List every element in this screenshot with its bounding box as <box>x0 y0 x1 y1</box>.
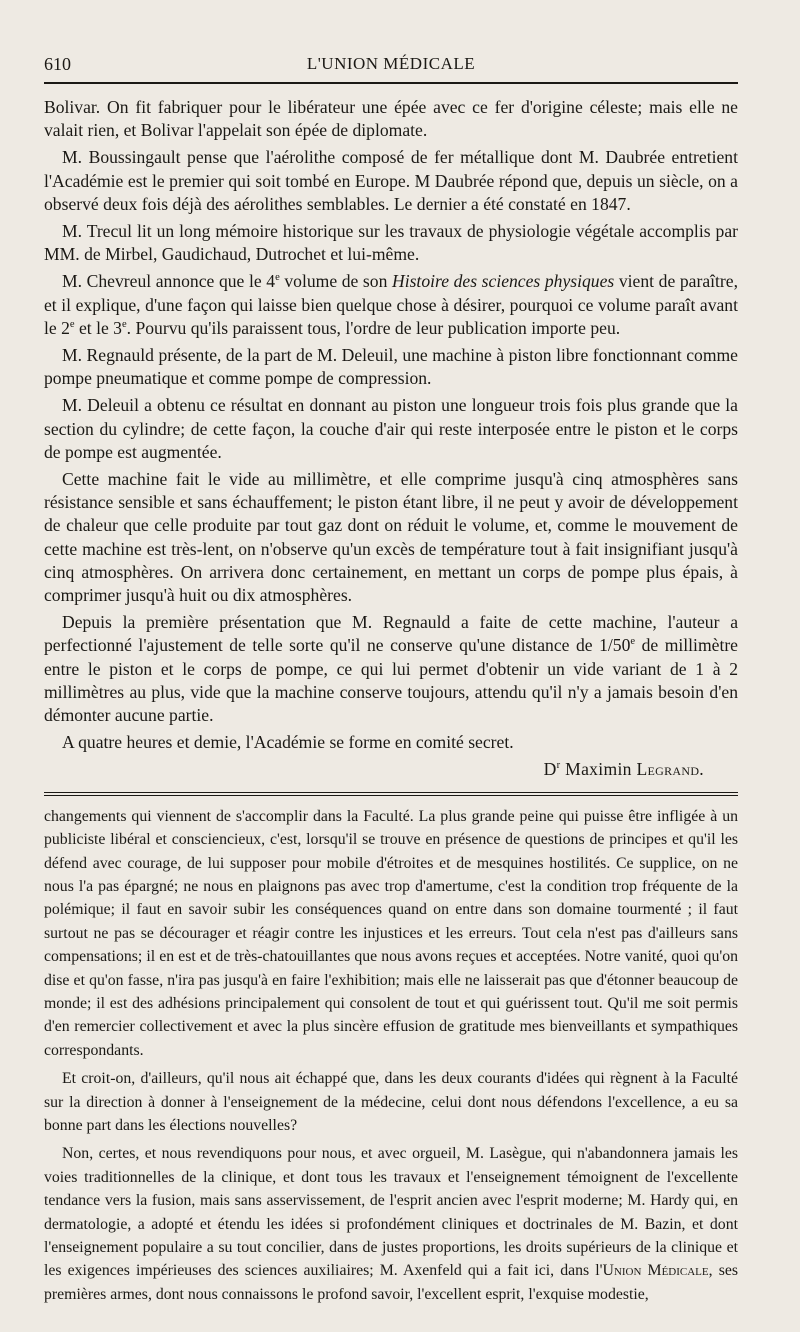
text-run: M. Chevreul annonce que le 4 <box>62 271 276 292</box>
text-run: volume de son <box>279 271 392 292</box>
paragraph <box>44 1142 738 1306</box>
text-run: Depuis la première présentation que M. Regnauld a faite de cette machine, l'auteur a perfectionné l'ajustement de telle sorte qu'il ne conserve qu'une distance de 1/50 <box>44 612 738 656</box>
superscript: e <box>69 318 75 330</box>
text-run: de millimètre entre le piston et le corps de pompe, ce qui lui permet d'obtenir un vide variant de 1 à 2 millimètres au plus, vide que la machine conserve toujours, attendu qu'il n'y a jamais besoin d'en démonter aucune partie. <box>44 635 738 726</box>
text-run: Maximin <box>560 759 637 780</box>
paragraph: Bolivar. On fit fabriquer pour le libérateur une épée avec ce fer d'origine céleste; mais elle ne valait rien, et Bolivar l'appelait son épée de diplomate. <box>44 97 738 141</box>
superscript: e <box>630 636 636 648</box>
paragraph: A quatre heures et demie, l'Académie se forme en comité secret. <box>62 732 514 753</box>
text-run: vient de paraître, et il explique, d'une façon qui laisse bien quelque chose à désirer, pourquoi ce volume paraît avant le 2 <box>44 271 738 338</box>
author-signature <box>44 758 738 781</box>
paragraph <box>44 270 738 340</box>
paragraph: M. Boussingault pense que l'aérolithe composé de fer métallique dont M. Daubrée entretient l'Académie est le premier qui soit tombé en Europe. M Daubrée répond que, depuis un siècle, on a observé deux fois déjà des aérolithes semblables. Le dernier a été constaté en 1847. <box>44 147 738 214</box>
feuilleton-divider <box>44 792 738 799</box>
double-rule <box>44 792 738 799</box>
feuilleton-text <box>44 805 738 1307</box>
superscript: r <box>556 760 561 772</box>
author-surname: Legrand <box>636 759 700 780</box>
paragraph: M. Trecul lit un long mémoire historique sur les travaux de physiologie végétale accomplis par MM. de Mirbel, Gaudichaud, Dutrochet et lui-même. <box>44 221 738 265</box>
paragraph: M. Regnauld présente, de la part de M. Deleuil, une machine à piston libre fonctionnant comme pompe pneumatique et comme pompe de compression. <box>44 345 738 389</box>
paragraph: changements qui viennent de s'accomplir dans la Faculté. La plus grande peine qui puisse être infligée à un publiciste libéral et consciencieux, c'est, lorsqu'il se trouve en présence de questions de principes et qu'il les défend avec courage, de lui supposer pour mobile d'étroites et de mesquines hostilités. Ce supplice, on ne nous l'a pas épargné; ne nous en plaignons pas avec trop d'amertume, c'est la condition trop fréquente de la polémique; il faut en savoir subir les conséquences quand on entre dans son domaine tourmenté ; il faut surtout ne pas se décourager et réagir contre les injustices et les erreurs. Tout cela n'est pas d'ailleurs sans compensations; il en est et de très-chatouillantes que nous avons reçues et acceptées. Notre vanité, quoi qu'on dise et qu'on fasse, n'ira pas jusqu'à en faire l'exhibition; mais elle ne laisserait pas que d'étonner beaucoup de monde; il est des adhésions principalement qui consolent de tout et qui guérissent tout. Qu'il me soit permis d'en remercier collectivement et avec la plus sincère effusion de gratitude mes bienveillants et sympathiques correspondants. <box>44 807 738 1059</box>
paragraph: M. Deleuil a obtenu ce résultat en donnant au piston une longueur trois fois plus grande que la section du cylindre; de cette façon, la couche d'air qui reste interposée entre le piston et le corps de pompe est augmentée. <box>44 395 738 462</box>
page-number: 610 <box>44 54 71 74</box>
text-run: , ses premières armes, dont nous connaissons le profond savoir, l'excellent esprit, l'exquise modestie, <box>44 1262 738 1303</box>
running-head <box>44 48 738 84</box>
paragraph <box>44 611 738 727</box>
superscript: e <box>121 318 127 330</box>
text-run: Non, certes, et nous revendiquons pour nous, et avec orgueil, M. Lasègue, qui n'abandonnera jamais les voies traditionnelles de la clinique, et dont tous les travaux et l'enseignement témoignent de l'excellente tendance vers la fusion, mais sans asservissement, de l'esprit ancien avec l'esprit moderne; M. Hardy qui, en dermatologie, a adopté et étendu les idées si profondément cliniques et doctrinales de M. Bazin, et dont l'enseignement populaire a su tout concilier, dans de justes proportions, les droits supérieurs de la clinique et les exigences impérieuses des sciences auxiliaires; M. Axenfeld qui a fait ici, dans l' <box>44 1145 738 1280</box>
text-run: . <box>699 759 704 780</box>
book-title: Histoire des sciences physiques <box>391 271 615 292</box>
paragraph: Cette machine fait le vide au millimètre, et elle comprime jusqu'à cinq atmosphères sans résistance sensible et sans échauffement; le piston étant libre, il ne peut y avoir de développement de chaleur que celle produite par tout gaz dont on réduit le volume, et, comme le mouvement de cette machine est très-lent, on n'observe qu'un excès de température tout à fait insignifiant jusqu'à cinq atmosphères. On arrivera donc certainement, en mettant un corps de pompe plus épais, à comprimer jusqu'à huit ou dix atmosphères. <box>44 469 738 606</box>
text-run: . Pourvu qu'ils paraissent tous, l'ordre de leur publication importe peu. <box>126 317 621 338</box>
text-run: D <box>543 759 557 780</box>
paragraph: Et croit-on, d'ailleurs, qu'il nous ait échappé que, dans les deux courants d'idées qui règnent à la Faculté sur la direction à donner à l'enseignement de la médecine, celui dont nous défendons l'excellence, a eu sa bonne part dans les élections nouvelles? <box>44 1070 738 1134</box>
academy-report <box>44 96 738 782</box>
text-run: et le 3 <box>74 317 122 338</box>
journal-name: Union Médicale <box>602 1262 709 1280</box>
superscript: e <box>275 272 280 284</box>
journal-title: L'UNION MÉDICALE <box>306 54 476 73</box>
